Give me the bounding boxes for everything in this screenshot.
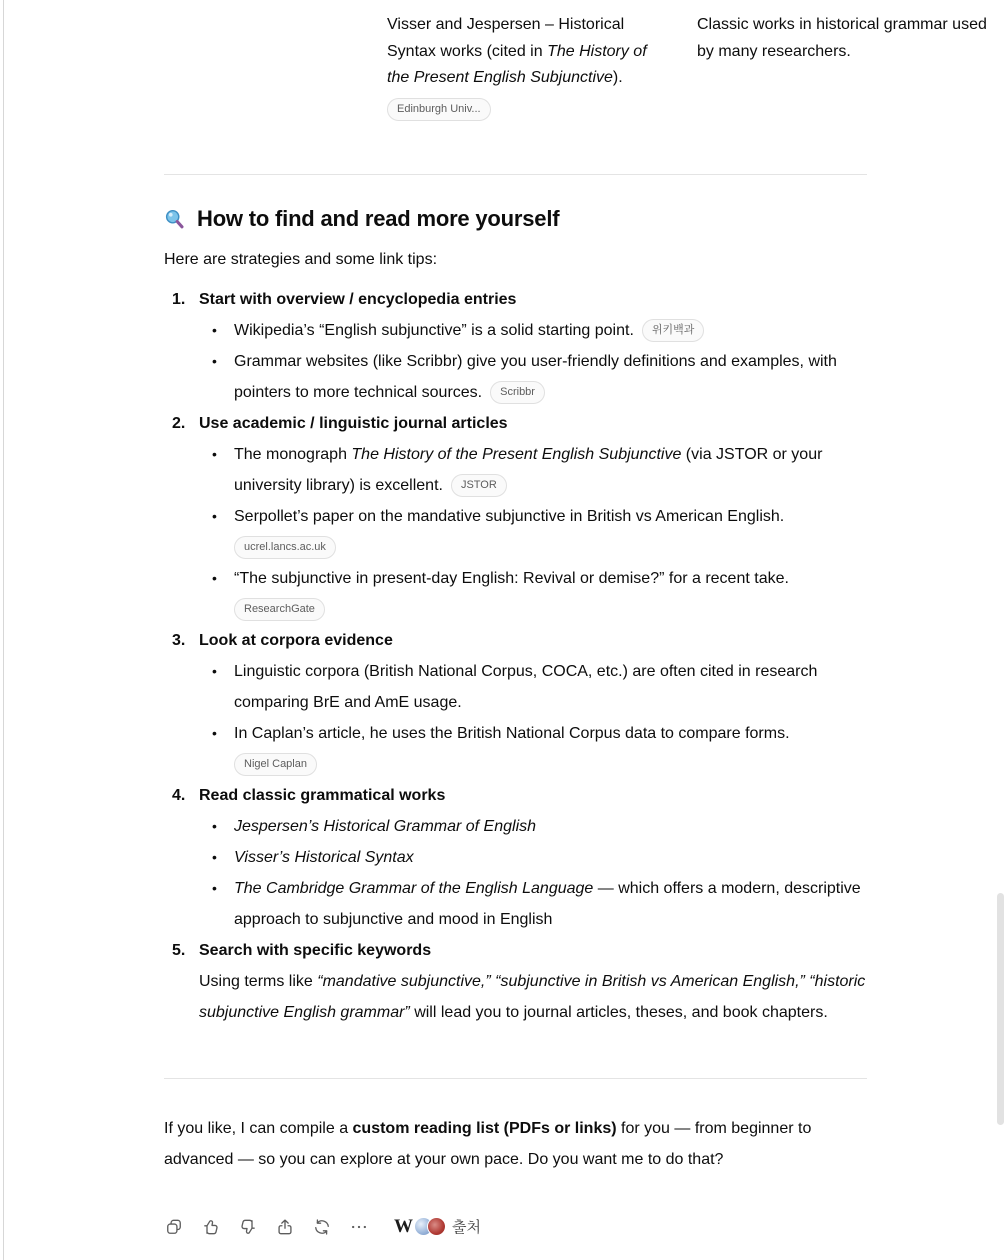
thumbs-up-icon [201,1217,221,1237]
citation-row [199,749,867,780]
bullet-icon: • [212,570,217,586]
list-item-heading: Start with overview / encyclopedia entries [199,291,517,308]
text-run: Visser and Jespersen – Historical Syntax works (cited in [387,16,625,60]
magnifier-icon [164,208,186,231]
bullet-item [199,501,867,532]
source-pill[interactable]: Scribbr [490,381,545,404]
sources-button[interactable] [394,1216,481,1237]
more-options-icon [349,1217,369,1237]
message-action-bar [164,1216,481,1237]
list-item-heading: Look at corpora evidence [199,632,393,649]
text-run: will lead you to journal articles, theses, and book chapters. [409,1004,828,1021]
bullet-icon: • [212,353,217,369]
bullet-item [199,563,867,594]
bullet-item [199,718,867,749]
text-run: for you — from beginner to advanced — so you can explore at your own pace. Do you want me to do that? [164,1120,812,1168]
source-pill[interactable]: ResearchGate [234,598,325,621]
list-item [164,780,867,935]
text-run: Wikipedia’s “English subjunctive” is a solid starting point. [234,322,634,339]
bullet-item [199,811,867,842]
bullet-item [199,439,867,501]
text-run: ). [612,69,623,86]
wikipedia-favicon: W [394,1216,413,1237]
text-run: The Cambridge Grammar of the English Language [234,880,594,897]
copy-button[interactable] [164,1217,184,1237]
closing-paragraph [164,1114,867,1175]
section-heading [164,206,867,232]
list-item [164,284,867,408]
sources-label: 출처 [452,1219,481,1236]
text-run: (via JSTOR or your university library) is excellent. [234,446,823,494]
list-number: 3. [172,632,186,649]
list-number: 4. [172,787,186,804]
bullet-icon: • [212,322,217,338]
table-cell-text [387,12,657,92]
bullet-icon: • [212,508,217,524]
copy-icon [164,1217,184,1237]
thumbs-up-button[interactable] [201,1217,221,1237]
list-item-heading: Search with specific keywords [199,942,432,959]
source-pill[interactable]: Nigel Caplan [234,753,317,776]
section-title-text: How to find and read more yourself [197,206,560,231]
seal-favicon [428,1218,445,1235]
bullet-icon: • [212,818,217,834]
bullet-item [199,346,867,408]
text-run: If you like, I can compile a [164,1120,353,1137]
text-run: custom reading list (PDFs or links) [352,1120,617,1137]
list-item-paragraph [199,966,867,1028]
list-item-heading: Read classic grammatical works [199,787,446,804]
regenerate-button[interactable] [312,1217,332,1237]
scrollbar-thumb[interactable] [997,893,1004,1125]
text-run: “The subjunctive in present-day English: Revival or demise?” for a recent take. [234,570,789,587]
table-cell-description [387,12,657,123]
citation-row [199,532,867,563]
bullet-icon: • [212,725,217,741]
section-divider [164,174,867,175]
regenerate-icon [312,1217,332,1237]
text-run: — which offers a modern, descriptive approach to subjunctive and mood in English [234,880,861,928]
source-pill[interactable]: ucrel.lancs.ac.uk [234,536,336,559]
assistant-message [164,174,867,1237]
thumbs-down-icon [238,1217,258,1237]
citation-row [387,97,657,124]
text-run: Grammar websites (like Scribbr) give you user-friendly definitions and examples, with pointers to more technical sources. [234,353,837,401]
text-run: Jespersen’s Historical Grammar of English [234,818,537,835]
closing-divider [164,1078,867,1079]
list-item [164,625,867,780]
list-item [164,408,867,625]
text-run: The monograph [234,446,352,463]
share-icon [275,1217,295,1237]
list-number: 5. [172,942,186,959]
list-number: 1. [172,291,186,308]
more-options-button[interactable] [349,1217,369,1237]
bullet-icon: • [212,849,217,865]
source-pill[interactable]: JSTOR [451,474,507,497]
text-run: Using terms like [199,973,318,990]
list-item [164,935,867,1028]
source-pill[interactable]: Edinburgh Univ... [387,98,491,121]
table-cell-text: Classic works in historical grammar used by many researchers. [697,16,987,60]
text-run: Visser’s Historical Syntax [234,849,414,866]
bullet-item [199,656,867,718]
thumbs-down-button[interactable] [238,1217,258,1237]
text-run: Linguistic corpora (British National Corpus, COCA, etc.) are often cited in research comparing BrE and AmE usage. [234,663,818,711]
text-run: The History of the Present English Subjunctive [387,42,647,86]
table-cell-note [697,12,997,65]
text-run: Serpollet’s paper on the mandative subjunctive in British vs American English. [234,508,785,525]
text-run: The History of the Present English Subjunctive [351,446,682,463]
source-pill[interactable]: 위키백과 [642,319,705,342]
share-button[interactable] [275,1217,295,1237]
list-number: 2. [172,415,186,432]
bullet-icon: • [212,663,217,679]
bullet-item [199,842,867,873]
bullet-icon: • [212,446,217,462]
text-run: In Caplan’s article, he uses the British National Corpus data to compare forms. [234,725,790,742]
bullet-item [199,873,867,935]
intro-text: Here are strategies and some link tips: [164,251,438,268]
bullet-icon: • [212,880,217,896]
text-run: “mandative subjunctive,” “subjunctive in British vs American English,” “historic subjunctive English grammar” [199,973,866,1021]
list-item-heading: Use academic / linguistic journal articles [199,415,508,432]
bullet-item [199,315,867,346]
citation-row [199,594,867,625]
window-left-border [3,0,4,1260]
strategy-list [164,284,867,1028]
